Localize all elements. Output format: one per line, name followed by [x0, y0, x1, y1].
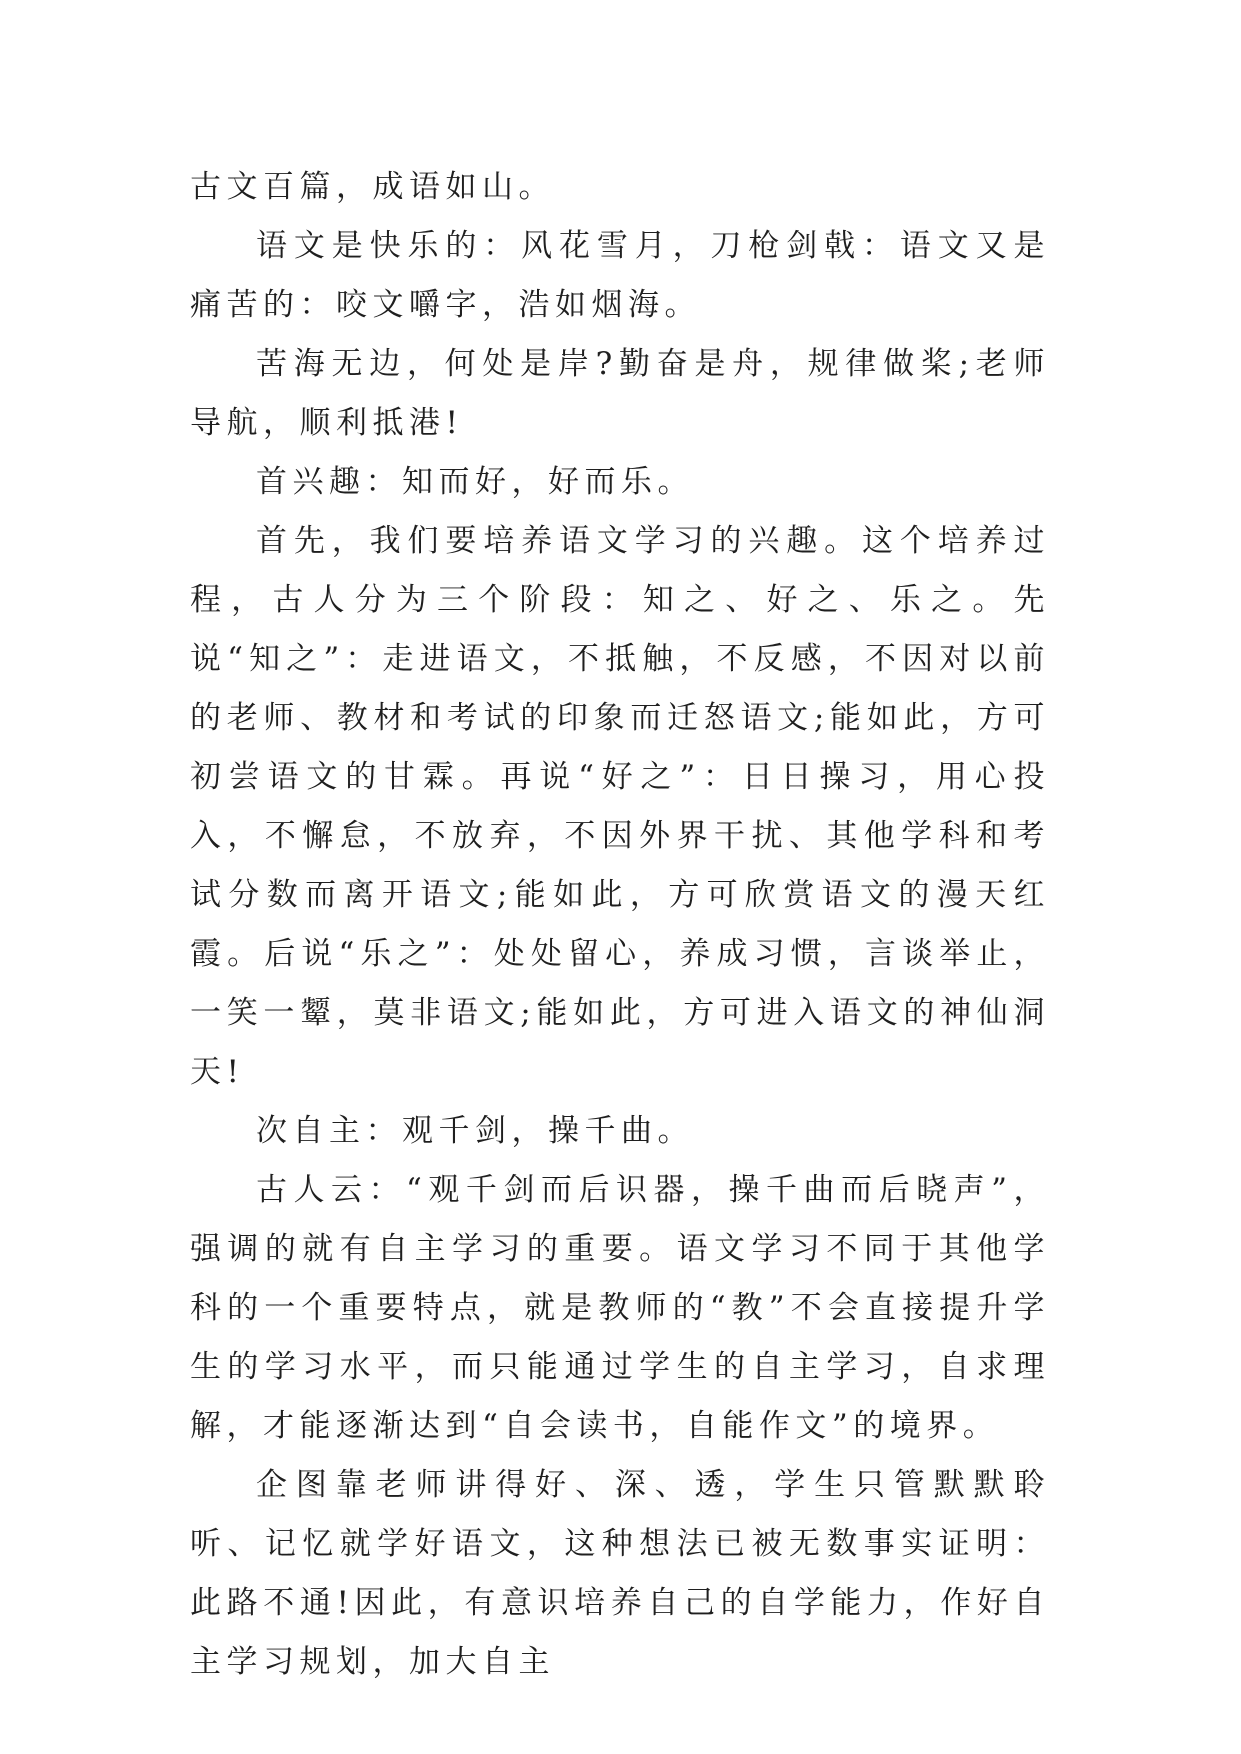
section-heading-interest: 首兴趣：知而好，好而乐。	[256, 464, 694, 500]
paragraph-3: 苦海无边，何处是岸?勤奋是舟，规律做桨;老师导航，顺利抵港!	[190, 346, 1050, 441]
document-body	[190, 158, 1050, 1692]
section-heading-autonomy: 次自主：观千剑，操千曲。	[256, 1113, 694, 1149]
paragraph-interest: 首先，我们要培养语文学习的兴趣。这个培养过程，古人分为三个阶段：知之、好之、乐之。先说“知之”：走进语文，不抵触，不反感，不因对以前的老师、教材和考试的印象而迁怒语文;能如此，方可初尝语文的甘霖。再说“好之”：日日操习，用心投入，不懈怠，不放弃，不因外界干扰、其他学科和考试分数而离开语文;能如此，方可欣赏语文的漫天红霞。后说“乐之”：处处留心，养成习惯，言谈举止，一笑一颦，莫非语文;能如此，方可进入语文的神仙洞天!	[190, 523, 1050, 1090]
paragraph-2: 语文是快乐的：风花雪月，刀枪剑戟：语文又是痛苦的：咬文嚼字，浩如烟海。	[190, 228, 1050, 323]
paragraph-1: 古文百篇，成语如山。	[190, 169, 555, 205]
paragraph-autonomy: 古人云：“观千剑而后识器，操千曲而后晓声”，强调的就有自主学习的重要。语文学习不同于其他学科的一个重要特点，就是教师的“教”不会直接提升学生的学习水平，而只能通过学生的自主学习，自求理解，才能逐渐达到“自会读书，自能作文”的境界。	[190, 1172, 1050, 1444]
paragraph-conclusion: 企图靠老师讲得好、深、透，学生只管默默聆听、记忆就学好语文，这种想法已被无数事实证明：此路不通!因此，有意识培养自己的自学能力，作好自主学习规划，加大自主	[190, 1467, 1050, 1680]
